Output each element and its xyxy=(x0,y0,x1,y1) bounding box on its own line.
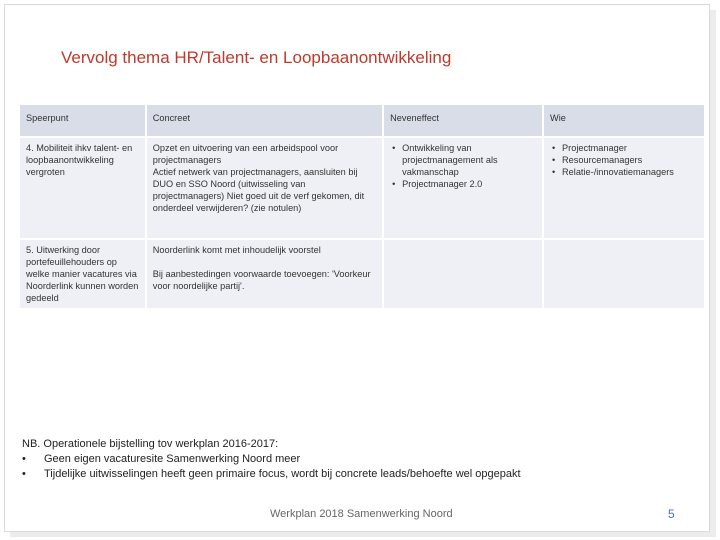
cell-concreet xyxy=(147,240,382,308)
slide-shadow-bottom xyxy=(10,532,716,537)
nb-bullet xyxy=(22,467,521,482)
cell-neveneffect xyxy=(384,138,542,238)
concreet-line: Opzet en uitvoering van een arbeidspool voor projectmanagers xyxy=(152,143,339,165)
page-number: 5 xyxy=(668,507,675,521)
header-neveneffect: Neveneffect xyxy=(384,105,542,136)
slide-shadow-right xyxy=(710,10,716,536)
cell-wie xyxy=(544,240,704,308)
cell-speerpunt: 5. Uitwerking door portefeuillehouders op welke manier vacatures via Noorderlink kunnen worden gedeeld xyxy=(20,240,145,308)
nb-bullet-text: Geen eigen vacaturesite Samenwerking Noord meer xyxy=(44,453,301,465)
nb-bullet xyxy=(22,452,521,467)
bullet-icon: • xyxy=(22,468,26,480)
bullet-icon: • xyxy=(22,453,26,465)
cell-wie xyxy=(544,138,704,238)
cell-speerpunt: 4. Mobiliteit ihkv talent- en loopbaanontwikkeling vergroten xyxy=(20,138,145,238)
list-item: • Resourcemanagers xyxy=(550,154,698,166)
spacer xyxy=(153,256,376,268)
footer-text: Werkplan 2018 Samenwerking Noord xyxy=(270,508,453,520)
wie-list xyxy=(550,142,698,178)
list-item: • Ontwikkeling van projectmanagement als vakmanschap xyxy=(390,142,536,178)
cell-neveneffect xyxy=(384,240,542,308)
nb-heading: NB. Operationele bijstelling tov werkplan 2016-2017: xyxy=(22,438,279,450)
table-row xyxy=(20,240,704,308)
slide-title: Vervolg thema HR/Talent- en Loopbaanontwikkeling xyxy=(61,48,452,67)
nb-bullet-text: Tijdelijke uitwisselingen heeft geen primaire focus, wordt bij concrete leads/behoefte wel opgepakt xyxy=(44,468,521,480)
concreet-line: Actief netwerk van projectmanagers, aansluiten bij DUO en SSO Noord (uitwisseling van projectmanagers) Niet goed uit de verf gekomen, dit onderdeel verwijderen? (zie notulen) xyxy=(152,167,365,213)
header-speerpunt: Speerpunt xyxy=(20,105,145,136)
concreet-line: Noorderlink komt met inhoudelijk voorstel xyxy=(152,245,321,255)
header-concreet: Concreet xyxy=(147,105,382,136)
nb-note xyxy=(22,437,521,482)
header-wie: Wie xyxy=(544,105,704,136)
list-item: • Relatie-/innovatiemanagers xyxy=(550,166,698,178)
list-item: • Projectmanager xyxy=(550,142,698,154)
table-header-row xyxy=(20,105,704,136)
speerpunten-table xyxy=(18,103,706,310)
list-item: • Projectmanager 2.0 xyxy=(390,178,536,190)
cell-concreet xyxy=(147,138,382,238)
concreet-line: Bij aanbestedingen voorwaarde toevoegen: 'Voorkeur voor noordelijke partij'. xyxy=(152,269,371,291)
neveneffect-list xyxy=(390,142,536,190)
table-row xyxy=(20,138,704,238)
